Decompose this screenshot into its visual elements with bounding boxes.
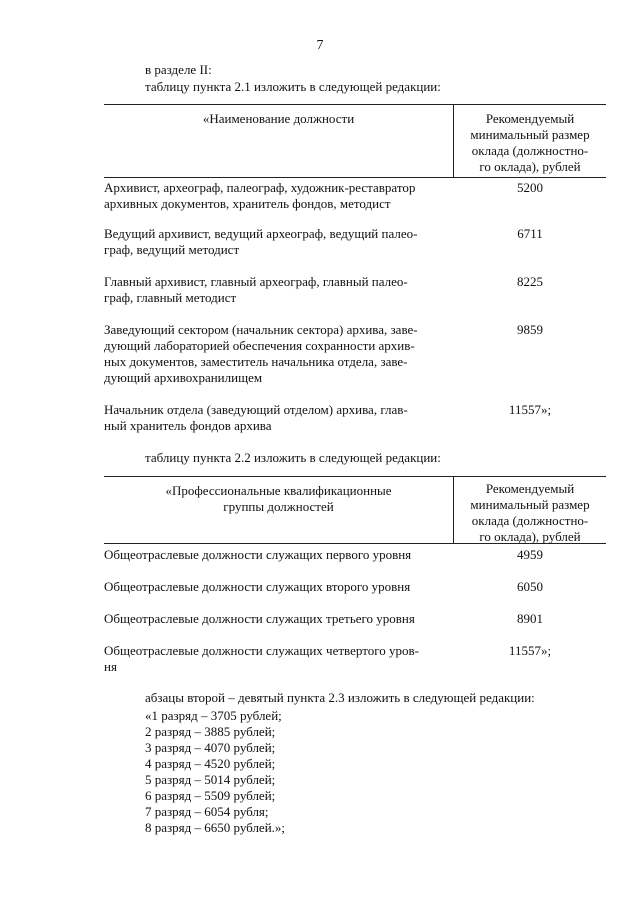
list-item: 2 разряд – 3885 рублей; bbox=[145, 724, 276, 739]
table-header-salary: Рекомендуемый минимальный размер оклада (должностно- го оклада), рублей bbox=[470, 481, 590, 544]
list-item: 7 разряд – 6054 рубля; bbox=[145, 804, 269, 819]
table-row-name: Архивист, археограф, палеограф, художник-реставратор архивных документов, хранитель фондов, методист bbox=[104, 180, 416, 211]
intro-line-1: в разделе II: bbox=[145, 62, 212, 77]
table-row-name: Главный архивист, главный археограф, главный палео- граф, главный методист bbox=[104, 274, 408, 305]
table-row-name: Заведующий сектором (начальник сектора) архива, заве- дующий лабораторией обеспечения сохранности архив- ных документов, заместитель начальника отдела, заве- дующий архивохранилищем bbox=[104, 322, 418, 385]
table-row-value: 11557»; bbox=[508, 643, 552, 658]
intro-line-2: таблицу пункта 2.1 изложить в следующей редакции: bbox=[145, 79, 441, 94]
list-item: «1 разряд – 3705 рублей; bbox=[145, 708, 282, 723]
table-row-value: 6050 bbox=[517, 579, 543, 594]
table-header-position: «Наименование должности bbox=[202, 111, 355, 126]
table-row-value: 9859 bbox=[517, 322, 543, 337]
table-row-name: Общеотраслевые должности служащих третьего уровня bbox=[104, 611, 415, 626]
table-row-value: 11557»; bbox=[508, 402, 552, 417]
list-item: 8 разряд – 6650 рублей.»; bbox=[145, 820, 286, 835]
list-item: 6 разряд – 5509 рублей; bbox=[145, 788, 276, 803]
table-header-groups: «Профессиональные квалификационные группы должностей bbox=[165, 483, 392, 514]
list-item: 4 разряд – 4520 рублей; bbox=[145, 756, 276, 771]
table-header-salary: Рекомендуемый минимальный размер оклада (должностно- го оклада), рублей bbox=[470, 111, 590, 174]
page-number: 7 bbox=[316, 38, 324, 53]
closing-paragraph: абзацы второй – девятый пункта 2.3 изложить в следующей редакции: bbox=[145, 690, 535, 705]
table-row-value: 4959 bbox=[517, 547, 543, 562]
table-row-name: Ведущий архивист, ведущий археограф, ведущий палео- граф, ведущий методист bbox=[104, 226, 418, 257]
mid-paragraph: таблицу пункта 2.2 изложить в следующей редакции: bbox=[145, 450, 441, 465]
table-row-name: Общеотраслевые должности служащих второго уровня bbox=[104, 579, 411, 594]
table-row-name: Начальник отдела (заведующий отделом) архива, глав- ный хранитель фондов архива bbox=[104, 402, 408, 433]
list-item: 5 разряд – 5014 рублей; bbox=[145, 772, 276, 787]
table-qualification-groups bbox=[104, 476, 606, 677]
table-row-value: 6711 bbox=[517, 226, 543, 241]
table-row-value: 5200 bbox=[517, 180, 543, 195]
table-row-name: Общеотраслевые должности служащих четвертого уров- ня bbox=[104, 643, 419, 674]
table-row-name: Общеотраслевые должности служащих первого уровня bbox=[104, 547, 412, 562]
table-row-value: 8901 bbox=[517, 611, 543, 626]
table-row-value: 8225 bbox=[517, 274, 543, 289]
rank-list bbox=[145, 708, 285, 836]
list-item: 3 разряд – 4070 рублей; bbox=[145, 740, 276, 755]
table-positions bbox=[104, 104, 606, 435]
table-header-divider bbox=[104, 177, 606, 178]
